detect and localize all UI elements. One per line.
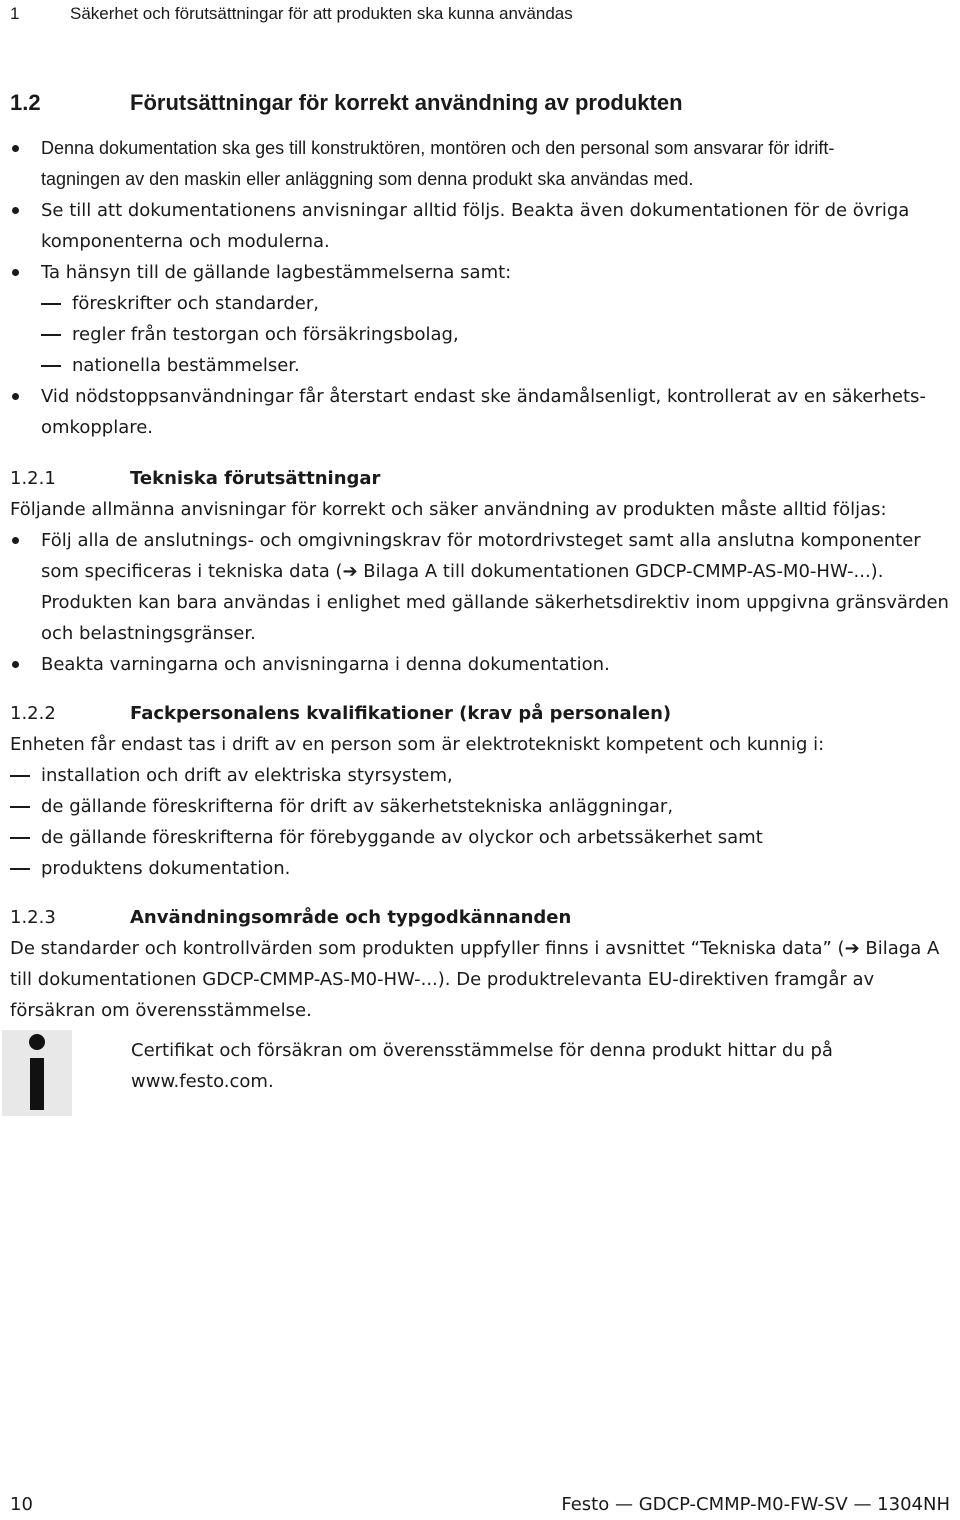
- bullet-icon: [12, 145, 19, 152]
- subsection-body-1-2-2: [10, 729, 954, 884]
- arrow-right-icon: ➔: [342, 561, 358, 582]
- section-heading: [10, 87, 950, 119]
- subsection-number: 1.2.2: [10, 703, 56, 724]
- info-icon-stem: [30, 1058, 44, 1110]
- list-item-text: [41, 556, 954, 587]
- bullet-icon: [12, 207, 19, 214]
- info-note: [131, 1035, 940, 1097]
- dash-icon: [41, 334, 61, 336]
- paragraph: Följande allmänna anvisningar för korrekt och säker användning av produkten måste alltid följas:: [10, 499, 887, 520]
- paragraph: [10, 933, 954, 964]
- dash-icon: [10, 806, 30, 808]
- list-item-text: komponenterna och modulerna.: [41, 231, 330, 252]
- list-item: [10, 649, 954, 680]
- list-item: [10, 195, 954, 257]
- list-item-text: de gällande föreskrifterna för förebyggande av olyckor och arbetssäkerhet samt: [41, 827, 763, 848]
- subsection-heading-1-2-2: [10, 698, 950, 729]
- dash-icon: [10, 837, 30, 839]
- subsection-number: 1.2.1: [10, 468, 56, 489]
- section-title: Förutsättningar för korrekt användning av produkten: [130, 90, 683, 115]
- list-item: [10, 822, 954, 853]
- list-item: [10, 381, 954, 443]
- subsection-heading-1-2-3: [10, 902, 950, 933]
- paragraph: till dokumentationen GDCP-CMMP-AS-M0-HW-...). De produktrelevanta EU-direktiven framgår av: [10, 969, 875, 990]
- subsection-body-1-2-1: [10, 494, 954, 680]
- list-item: [10, 853, 954, 884]
- info-icon-dot: [29, 1034, 45, 1050]
- list-item-text: Följ alla de anslutnings- och omgivningskrav för motordrivsteget samt alla anslutna komponenter: [41, 530, 921, 551]
- list-item-text: Produkten kan bara användas i enlighet med gällande säkerhetsdirektiv inom uppgivna gränsvärden: [41, 592, 949, 613]
- arrow-right-icon: ➔: [844, 938, 860, 959]
- list-item: [10, 760, 954, 791]
- subsection-title: Användningsområde och typgodkännanden: [130, 907, 572, 928]
- sub-list-item: [10, 350, 954, 381]
- paragraph: Enheten får endast tas i drift av en person som är elektrotekniskt kompetent och kunnig i:: [10, 734, 825, 755]
- sub-list-item-text: föreskrifter och standarder,: [72, 293, 319, 314]
- info-icon: [2, 1030, 72, 1116]
- dash-icon: [10, 868, 30, 870]
- list-item: [10, 133, 954, 195]
- list-item-text: och belastningsgränser.: [41, 623, 256, 644]
- sub-list-item-text: nationella bestämmelser.: [72, 355, 300, 376]
- bullet-icon: [12, 393, 19, 400]
- text-span: som specificeras i tekniska data (: [41, 561, 343, 582]
- subsection-title: Tekniska förutsättningar: [130, 468, 381, 489]
- text-span: De standarder och kontrollvärden som produkten uppfyller finns i avsnittet “Tekniska data” (: [10, 938, 845, 959]
- page-number: 10: [10, 1494, 33, 1515]
- list-item-text: Vid nödstoppsanvändningar får återstart endast ske ändamålsenligt, kontrollerat av en säkerhets-: [41, 386, 926, 407]
- paragraph: försäkran om överensstämmelse.: [10, 1000, 312, 1021]
- info-note-text: Certifikat och försäkran om överensstämmelse för denna produkt hittar du på: [131, 1040, 833, 1061]
- dash-icon: [10, 775, 30, 777]
- list-item: [10, 791, 954, 822]
- document-id: Festo — GDCP-CMMP-M0-FW-SV — 1304NH: [561, 1494, 950, 1515]
- chapter-title: Säkerhet och förutsättningar för att produkten ska kunna användas: [70, 4, 573, 23]
- list-item: [10, 525, 954, 649]
- running-header: [10, 0, 950, 28]
- list-item-text: produktens dokumentation.: [41, 858, 291, 879]
- text-span: Bilaga A: [859, 938, 940, 959]
- chapter-number: 1: [10, 4, 20, 23]
- section-bullet-list: [10, 133, 954, 443]
- dash-icon: [41, 303, 61, 305]
- subsection-title: Fackpersonalens kvalifikationer (krav på personalen): [130, 703, 672, 724]
- list-item-text: de gällande föreskrifterna för drift av säkerhetstekniska anläggningar,: [41, 796, 674, 817]
- subsection-heading-1-2-1: [10, 463, 950, 494]
- list-item-text: Se till att dokumentationens anvisningar alltid följs. Beakta även dokumentationen för de övriga: [41, 200, 910, 221]
- list-item-text: Ta hänsyn till de gällande lagbestämmelserna samt:: [41, 262, 512, 283]
- bullet-icon: [12, 537, 19, 544]
- bullet-icon: [12, 661, 19, 668]
- text-span: Bilaga A till dokumentationen GDCP-CMMP-AS-M0-HW-...).: [357, 561, 884, 582]
- section-number: 1.2: [10, 90, 41, 115]
- list-item: [10, 257, 954, 288]
- sub-list-item: [10, 319, 954, 350]
- sub-list-item-text: regler från testorgan och försäkringsbolag,: [72, 324, 459, 345]
- info-note-link[interactable]: www.festo.com.: [131, 1071, 274, 1092]
- subsection-number: 1.2.3: [10, 907, 56, 928]
- list-item-text: installation och drift av elektriska styrsystem,: [41, 765, 453, 786]
- sub-list-item: [10, 288, 954, 319]
- list-item-text: tagningen av den maskin eller anläggning som denna produkt ska användas med.: [41, 169, 694, 189]
- list-item-text: Beakta varningarna och anvisningarna i denna dokumentation.: [41, 654, 610, 675]
- list-item-text: Denna dokumentation ska ges till konstruktören, montören och den personal som ansvarar för idrift-: [41, 138, 835, 158]
- subsection-body-1-2-3: [10, 933, 954, 1026]
- bullet-icon: [12, 269, 19, 276]
- dash-icon: [41, 365, 61, 367]
- list-item-text: omkopplare.: [41, 417, 154, 438]
